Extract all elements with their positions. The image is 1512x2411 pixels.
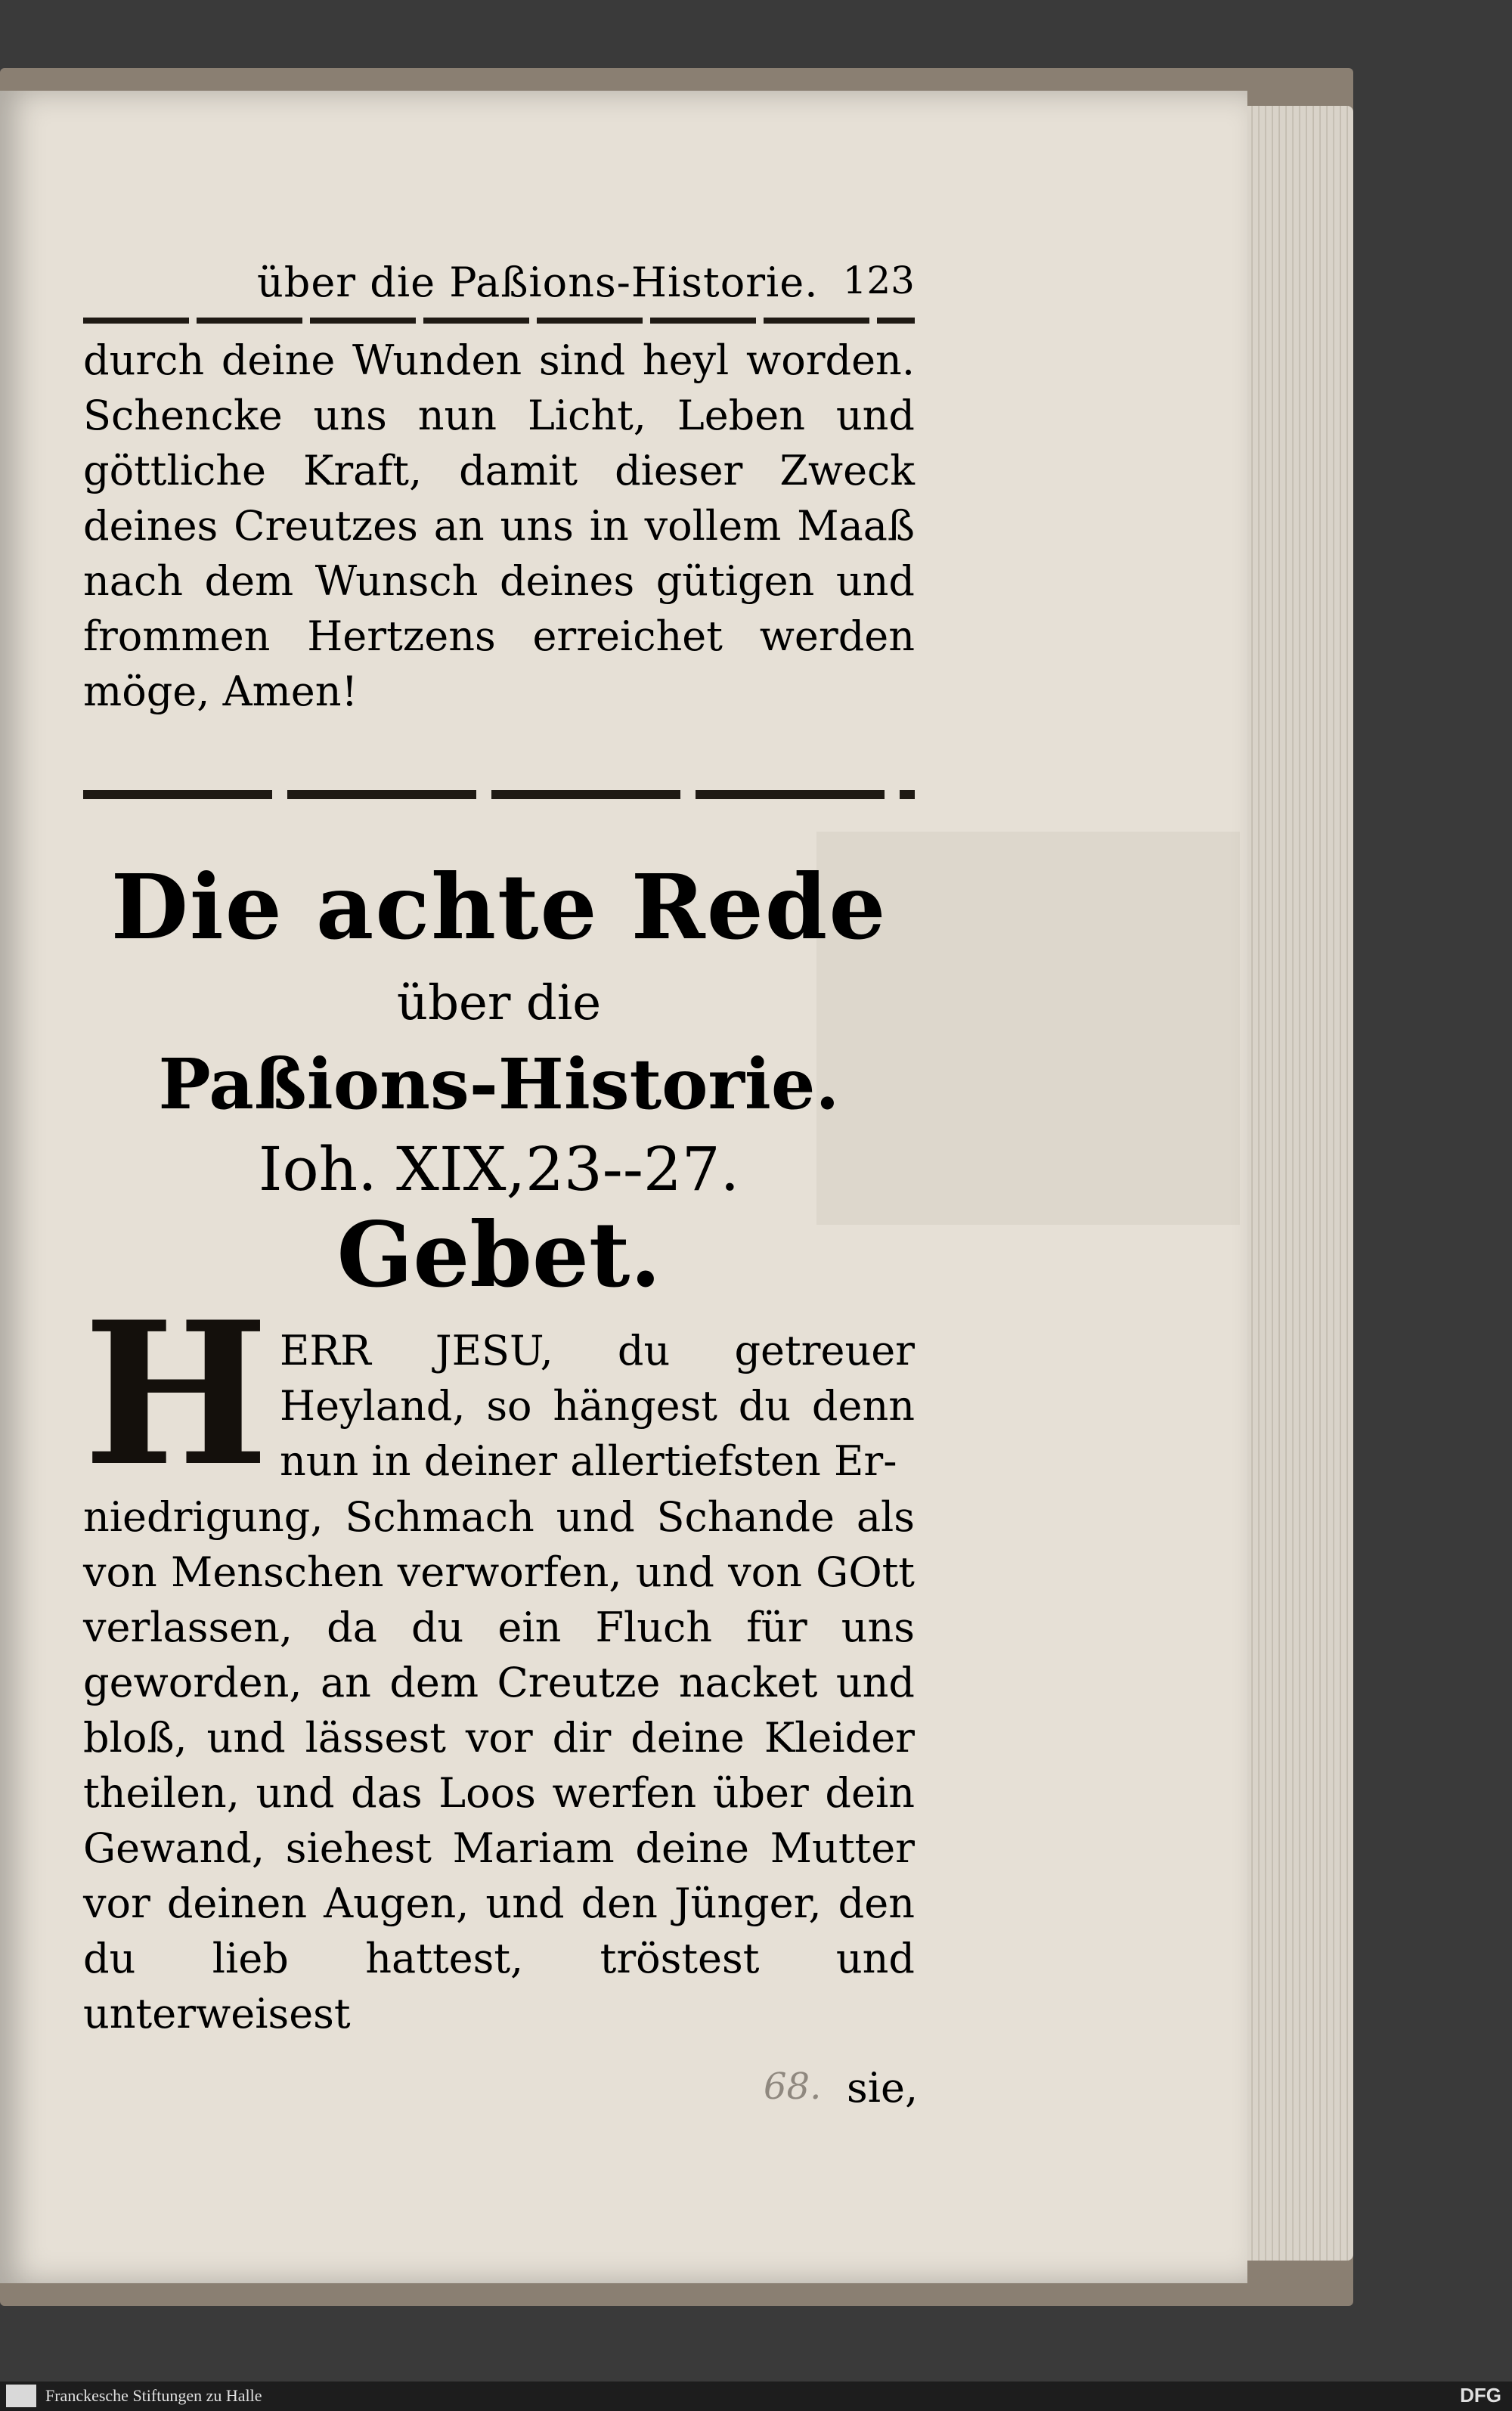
- previous-text-paragraph: durch deine Wunden sind heyl worden. Schencke uns nun Licht, Leben und göttliche Kraft, damit dieser Zweck deines Creutzes an uns in vollem Maaß nach dem Wunsch deines gütigen und frommen Hertzens erreichet werden möge, Amen!: [83, 336, 915, 715]
- prayer-opening-lines: ERR JESU, du getreuer Heyland, so hängest du denn nun in deiner allertiefsten Er-: [280, 1327, 915, 1485]
- institution-logo-icon: [6, 2385, 36, 2407]
- running-title: über die Paßions-Historie.: [257, 259, 819, 306]
- footer-dfg-logo: DFG: [1460, 2384, 1501, 2406]
- catchword: sie,: [847, 2064, 919, 2112]
- section-divider: [83, 790, 915, 799]
- footer-institution: Franckesche Stiftungen zu Halle: [45, 2386, 262, 2405]
- pencil-shelfmark: 68.: [764, 2065, 822, 2108]
- page-number: 123: [842, 259, 915, 302]
- chapter-subtitle: über die: [396, 975, 602, 1031]
- prayer-label: Gebet.: [336, 1202, 662, 1307]
- chapter-topic: Paßions-Historie.: [158, 1043, 840, 1125]
- running-head: [83, 249, 915, 310]
- scripture-reference: Ioh. XIX,23--27.: [258, 1134, 740, 1204]
- prayer-text: niedrigung, Schmach und Schande als von Menschen verworfen, und von GOtt verlassen, da du ein Fluch für uns geworden, an dem Creutze nacket und bloß, und lässest vor dir deine Kleider theilen, und das Loos werfen über dein Gewand, siehest Mariam deine Mutter vor deinen Augen, und den Jünger, den du lieb hattest, tröstest und unterweisest: [83, 1493, 915, 2038]
- page-edges: [1240, 106, 1353, 2261]
- chapter-title: Die achte Rede: [110, 854, 888, 959]
- drop-capital: H: [83, 1279, 269, 1510]
- head-rule: [83, 318, 915, 324]
